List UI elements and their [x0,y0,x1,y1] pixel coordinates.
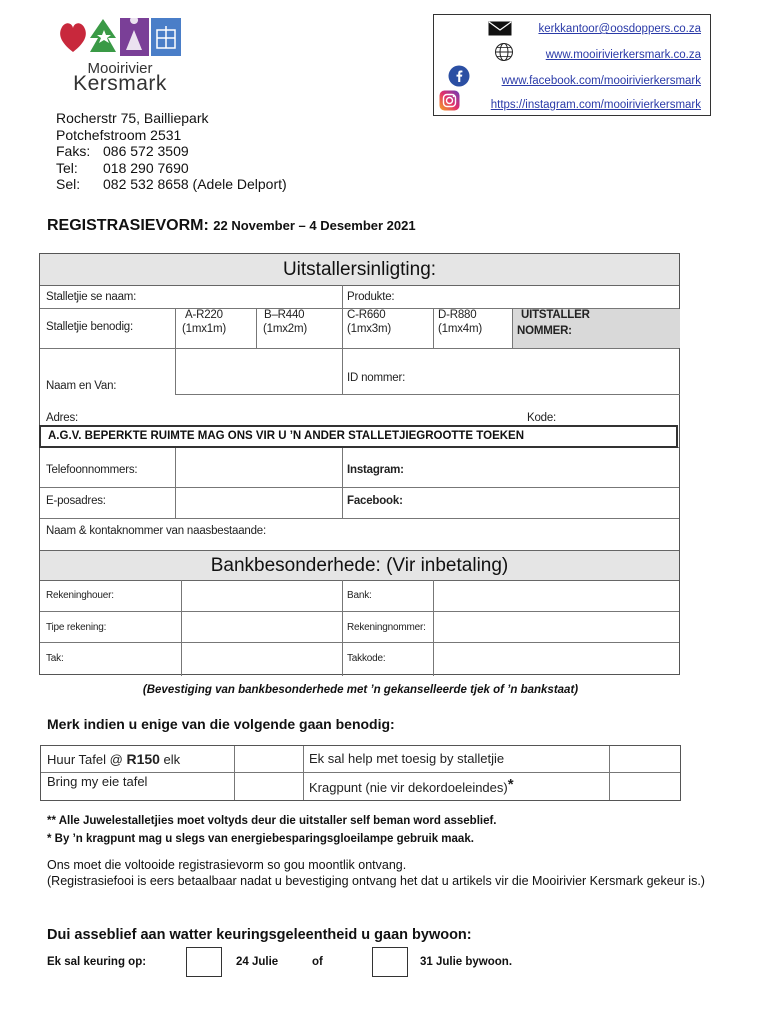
envelope-icon [488,21,512,36]
bank-details-header: Bankbesonderhede: (Vir inbetaling) [40,550,679,581]
tel-label: Tel: [56,159,78,176]
note-jewellery: ** Alle Juwelestalletjies moet voltyds deur die uitstaller self beman word asseblief. [47,815,497,827]
judging-date1: 24 Julie [236,956,279,968]
instagram-link[interactable]: https://instagram.com/mooirivierkersmark [490,99,701,111]
notes [47,812,497,848]
cell-number: 082 532 8658 (Adele Delport) [103,176,287,192]
products-label: Produkte: [347,291,395,303]
bank-note: (Bevestiging van bankbesonderhede met ’n gekanselleerde tjek of ’n bankstaat) [142,684,579,696]
judging-date2: 31 Julie bywoon. [420,956,513,968]
street: Rocherstr 75, Bailliepark [56,110,209,126]
title-main: REGISTRASIEVORM: [47,217,209,234]
judging-or: of [312,956,323,968]
facebook-icon [448,65,470,87]
bank-label: Bank: [347,590,372,601]
size-c-dims: (1mx3m) [347,323,391,335]
date1-checkbox[interactable] [186,947,222,977]
submission-paragraph [47,858,717,889]
title-dates: 22 November – 4 Desember 2021 [213,218,416,233]
email-label: E-posadres: [46,495,106,507]
branch-code-label: Takkode: [347,653,386,664]
page-title [47,217,416,235]
judging-heading: Dui asseblief aan watter keuringsgeleentheid u gaan bywoon: [47,927,472,943]
para-line1: Ons moet die voltooide registrasievorm so gou moontlik ontvang. [47,858,407,872]
judging-lead: Ek sal keuring op: [47,956,147,968]
needs-heading: Merk indien u enige van die volgende gaan benodig: [47,716,395,732]
code-label: Kode: [527,412,557,424]
id-number-label: ID nommer: [347,372,406,384]
facebook-label: Facebook: [347,495,403,507]
rent-table-label [47,751,180,767]
account-holder-label: Rekeninghouer: [46,590,114,601]
fax-number: 086 572 3509 [103,143,189,159]
logo-line1: Mooirivier [87,60,153,77]
help-checkbox[interactable] [610,747,680,771]
space-notice: A.G.V. BEPERKTE RUIMTE MAG ONS VIR U ’N ANDER STALLETJIEGROOTTE TOEKEN [39,425,678,448]
email-link[interactable]: kerkkantoor@oosdoppers.co.za [538,23,701,35]
address-block [56,110,287,193]
logo-line2: Kersmark [73,72,167,95]
power-point-checkbox[interactable] [610,773,680,799]
size-b-code: B–R440 [264,309,305,321]
size-b-dims: (1mx2m) [263,323,307,335]
instagram-label: Instagram: [347,464,404,476]
address-label: Adres: [46,412,79,424]
logo-icons [58,16,182,58]
rent-table-checkbox[interactable] [235,747,302,771]
note-power: * By ’n kragpunt mag u slegs van energiebesparingsgloeilampe gebruik maak. [47,833,474,845]
account-type-label: Tipe rekening: [46,622,107,633]
globe-icon [494,42,514,62]
stall-name-label: Stalletjie se naam: [46,291,137,303]
instagram-icon [439,90,460,111]
contact-box [433,14,711,116]
fax-label: Faks: [56,143,91,159]
power-point-label [309,776,514,795]
phone-label: Telefoonnommers: [46,464,138,476]
size-c-code: C-R660 [347,309,386,321]
registration-form [39,253,680,675]
website-link[interactable]: www.mooirivierkersmark.co.za [545,49,701,61]
rent-prefix: Huur Tafel @ [47,752,123,767]
power-star: * [507,776,514,793]
date2-checkbox[interactable] [372,947,408,977]
cell-label: Sel: [56,176,81,192]
exhibitor-number-label-1: UITSTALLER [521,309,590,321]
size-d-code: D-R880 [438,309,477,321]
city: Potchefstroom 2531 [56,126,182,143]
branch-label: Tak: [46,653,64,664]
power-text: Kragpunt (nie vir dekordoeleindes) [309,780,508,795]
help-label: Ek sal help met toesig by stalletjie [309,751,505,766]
tel-number: 018 290 7690 [103,159,189,176]
own-table-label: Bring my eie tafel [47,774,148,789]
stall-needed-label: Stalletjie benodig: [46,321,133,333]
facebook-link[interactable]: www.facebook.com/mooirivierkersmark [501,75,701,87]
account-number-label: Rekeningnommer: [347,622,426,633]
size-a-dims: (1mx1m) [182,323,226,335]
own-table-checkbox[interactable] [235,773,302,799]
name-surname-label: Naam en Van: [46,380,117,392]
para-line2: (Registrasiefooi is eers betaalbaar nadat u bevestiging ontvang het dat u artikels vir die Mooirivier Kersmark gekeur is.) [47,873,705,888]
exhibitor-number-label-2: NOMMER: [517,325,572,337]
exhibitor-info-header: Uitstallersinligting: [40,254,679,286]
size-a-code: A-R220 [185,309,223,321]
size-d-dims: (1mx4m) [438,323,482,335]
rent-suffix: elk [163,752,181,767]
needs-table [40,745,681,801]
next-of-kin-label: Naam & kontaknommer van naasbestaande: [46,525,266,537]
rent-price: R150 [126,751,160,767]
